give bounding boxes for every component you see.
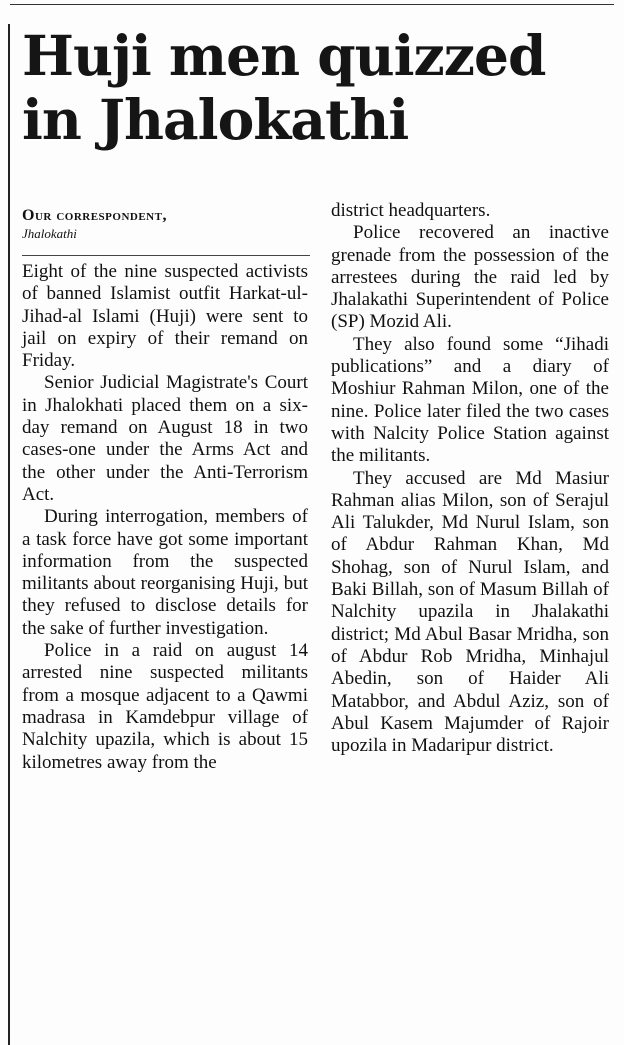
byline-place: Jhalokathi xyxy=(22,226,77,241)
paragraph: Senior Judicial Magistrate's Court in Jhalokhati placed them on a six-day remand on August 18 in two cases-one under the Arms Act and the other under the Anti-Terrorism Act. xyxy=(22,372,308,505)
byline-name: Our correspondent, xyxy=(22,207,167,224)
column-right xyxy=(331,200,609,757)
paragraph: During interrogation, members of a task force have got some important information from the suspected militants about reorganising Huji, but they refused to disclose details for the sake of further investigation. xyxy=(22,506,308,639)
byline xyxy=(22,206,312,242)
paragraph: Police in a raid on august 14 arrested nine suspected militants from a mosque adjacent to a Qawmi madrasa in Kamdebpur village of Nalchity upazila, which is about 15 kilometres away from the xyxy=(22,640,308,773)
column-left xyxy=(22,261,308,774)
paragraph: They accused are Md Masiur Rahman alias Milon, son of Serajul Ali Talukder, Md Nurul Islam, son of Abdur Rahman Khan, Md Shohag, son of Nurul Islam, and Baki Billah, son of Masum Billah of Nalchity upazila in Jhalakathi district; Md Abul Basar Mridha, son of Abdur Rob Mridha, Minhajul Abedin, son of Haider Ali Matabbor, and Abdul Aziz, son of Abul Kasem Majumder of Rajoir upozila in Madaripur district. xyxy=(331,467,609,757)
paragraph: district headquarters. xyxy=(331,200,491,221)
paragraph: They also found some “Jihadi publications” and a diary of Moshiur Rahman Milon, one of the nine. Police later filed the two cases with Nalcity Police Station against the militants. xyxy=(331,333,609,467)
left-rule xyxy=(8,24,10,1045)
paragraph: Eight of the nine suspected activists of banned Islamist outfit Harkat-ul-Jihad-al Islami (Huji) were sent to jail on expiry of their remand on Friday. xyxy=(22,261,308,372)
byline-rule xyxy=(22,255,310,256)
paragraph: Police recovered an inactive grenade from the possession of the arrestees during the raid led by Jhalakathi Superintendent of Police (SP) Mozid Ali. xyxy=(331,222,609,333)
top-rule xyxy=(10,4,614,5)
headline: Huji men quizzed in Jhalokathi xyxy=(22,23,546,152)
